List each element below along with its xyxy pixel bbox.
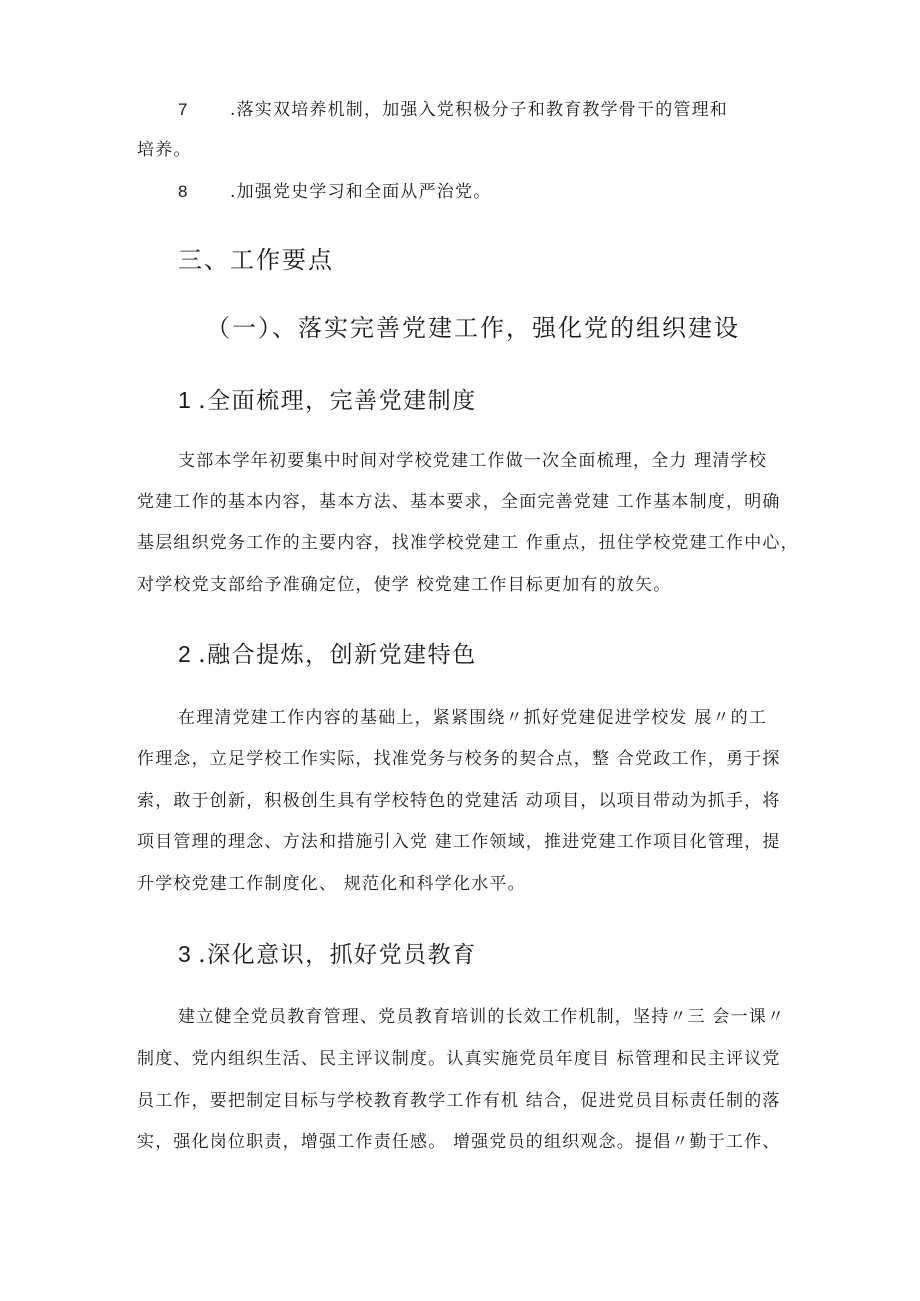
list-item-text: .落实双培养机制，加强入党积极分子和教育教学骨干的管理和 xyxy=(230,100,729,120)
paragraph-line: 制度、党内组织生活、民主评议制度。认真实施党员年度目 标管理和民主评议党 xyxy=(137,1049,781,1069)
paragraph-line: 实，强化岗位职责，增强工作责任感。 增强党员的组织观念。提倡〃勤于工作、 xyxy=(137,1132,781,1152)
subsection-heading: （一）、落实完善党建工作，强化党的组织建设 xyxy=(206,314,740,342)
paragraph-line: 索，敢于创新，积极创生具有学校特色的党建活 动项目，以项目带动为抓手，将 xyxy=(137,791,781,811)
paragraph-line: 对学校党支部给予准确定位，使学 校党建工作目标更加有的放矢。 xyxy=(137,575,672,595)
paragraph-line: 作理念，立足学校工作实际，找准党务与校务的契合点，整 合党政工作，勇于探 xyxy=(137,749,781,769)
list-item-7-line-2: 培养。 xyxy=(137,140,192,160)
item-number: 1 xyxy=(178,387,193,413)
list-item-text: .加强党史学习和全面从严治党。 xyxy=(230,182,492,202)
paragraph-line: 建立健全党员教育管理、党员教育培训的长效工作机制，坚持〃三 会一课〃 xyxy=(178,1007,786,1027)
item-title: .全面梳理，完善党建制度 xyxy=(198,388,477,414)
item-1-heading xyxy=(178,386,477,415)
item-3-heading xyxy=(178,940,477,969)
paragraph-line: 基层组织党务工作的主要内容，找准学校党建工 作重点，扭住学校党建工作中心， xyxy=(137,533,799,553)
paragraph-line: 项目管理的理念、方法和措施引入党 建工作领域，推进党建工作项目化管理，提 xyxy=(137,832,781,852)
paragraph-line: 党建工作的基本内容，基本方法、基本要求，全面完善党建 工作基本制度，明确 xyxy=(137,492,781,512)
list-item-number: 7 xyxy=(178,100,189,119)
section-heading: 三、工作要点 xyxy=(178,246,334,274)
list-item-7-line-1 xyxy=(137,100,728,120)
item-title: .融合提炼，创新党建特色 xyxy=(198,642,477,668)
item-number: 3 xyxy=(178,941,193,967)
paragraph-line: 在理清党建工作内容的基础上，紧紧围绕〃抓好党建促进学校发 展〃的工 xyxy=(178,708,768,728)
item-number: 2 xyxy=(178,641,193,667)
item-2-heading xyxy=(178,640,477,669)
list-item-8-line-1 xyxy=(137,182,491,202)
list-item-number: 8 xyxy=(178,182,189,201)
paragraph-line: 升学校党建工作制度化、 规范化和科学化水平。 xyxy=(137,874,526,894)
item-title: .深化意识，抓好党员教育 xyxy=(198,942,477,968)
paragraph-line: 员工作，要把制定目标与学校教育教学工作有机 结合，促进党员目标责任制的落 xyxy=(137,1091,781,1111)
paragraph-line: 支部本学年初要集中时间对学校党建工作做一次全面梳理，全力 理清学校 xyxy=(178,451,768,471)
